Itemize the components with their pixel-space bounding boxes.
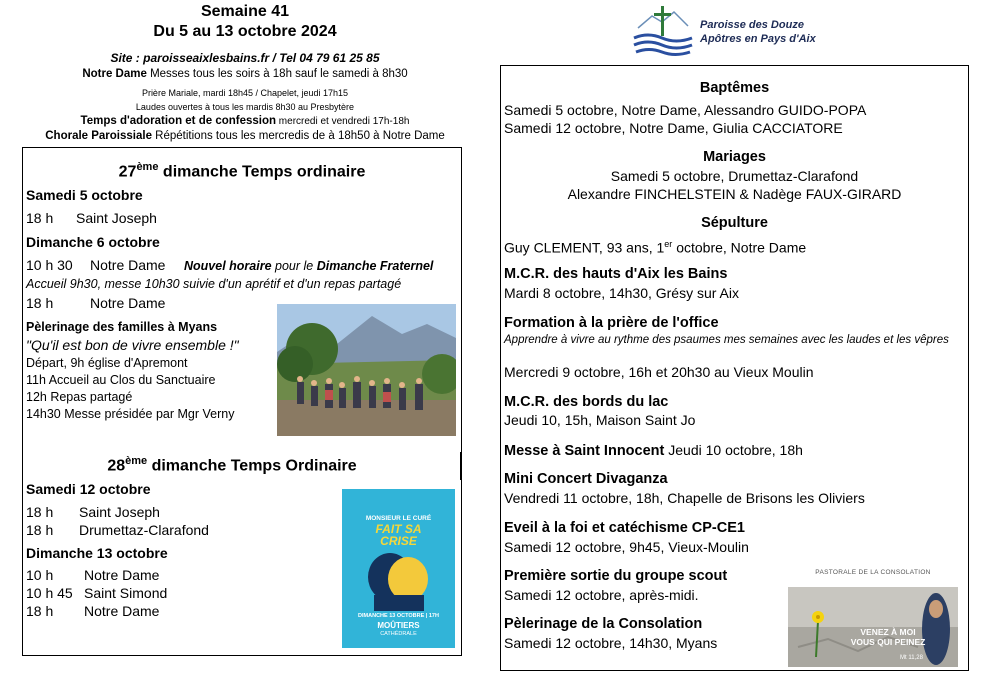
parish-logo	[630, 4, 850, 60]
scout-line1: Samedi 12 octobre, après-midi.	[504, 587, 699, 603]
sun13-line3: 18 h Notre Dame	[26, 603, 160, 619]
formation-title: Formation à la prière de l'office	[504, 315, 719, 331]
consolation-image: PASTORALE DE LA CONSOLATION VENEZ À MOI VOUS QUI PEINEZ Mt 11,28	[788, 567, 958, 667]
formation-desc: Apprendre à vivre au rythme des psaumes mes semaines avec les laudes et les vêpres	[504, 334, 949, 346]
mini-line1: Vendredi 11 octobre, 18h, Chapelle de Brisons les Oliviers	[504, 490, 865, 506]
pelerinage-details: Départ, 9h église d'Apremont 11h Accueil au Clos du Sanctuaire 12h Repas partagé 14h30 Messe présidée par Mgr Verny	[26, 356, 235, 421]
priere-line: Prière Mariale, mardi 18h45 / Chapelet, jeudi 17h15	[141, 88, 349, 98]
sunday28-title: 28ème dimanche Temps Ordinaire	[107, 455, 357, 475]
mariages-line2: Alexandre FINCHELSTEIN & Nadège FAUX-GIRARD	[567, 186, 902, 202]
baptemes-title: Baptêmes	[699, 80, 770, 96]
pelerinage-title: Pèlerinage des familles à Myans	[26, 320, 218, 334]
week-dates: Du 5 au 13 octobre 2024	[153, 23, 337, 40]
day-sat5: Samedi 5 octobre	[26, 187, 143, 203]
day-sun6: Dimanche 6 octobre	[26, 234, 160, 250]
week-title: Semaine 41	[200, 3, 290, 20]
laudes-line: Laudes ouvertes à tous les mardis 8h30 au Presbytère	[135, 102, 355, 112]
day-sat12: Samedi 12 octobre	[26, 481, 151, 497]
sat12-line2: 18 h Drumettaz-Clarafond	[26, 522, 209, 538]
mini-title: Mini Concert Divaganza	[504, 471, 668, 487]
sepulture-line1: Guy CLEMENT, 93 ans, 1er octobre, Notre Dame	[504, 239, 807, 256]
mcr2-line1: Jeudi 10, 15h, Maison Saint Jo	[504, 412, 696, 428]
sat5-line1: 18 h Saint Joseph	[26, 210, 157, 226]
formation-line1: Mercredi 9 octobre, 16h et 20h30 au Vieux Moulin	[504, 364, 814, 380]
eveil-line1: Samedi 12 octobre, 9h45, Vieux-Moulin	[504, 539, 749, 555]
day-sun13: Dimanche 13 octobre	[26, 545, 168, 561]
pelerinage-quote: "Qu'il est bon de vivre ensemble !"	[26, 337, 239, 353]
site-line: Site : paroisseaixlesbains.fr / Tel 04 79 61 25 85	[110, 51, 380, 65]
mariages-title: Mariages	[703, 149, 766, 165]
chorale-line: Chorale Paroissiale Répétitions tous les mercredis de à 18h50 à Notre Dame	[45, 130, 445, 142]
notre-dame-line: Notre Dame Messes tous les soirs à 18h sauf le samedi à 8h30	[82, 68, 408, 80]
eveil-title: Eveil à la foi et catéchisme CP-CE1	[504, 520, 745, 536]
pilgrims-image	[277, 304, 456, 436]
sun6-accueil: Accueil 9h30, messe 10h30 suivie d'un aprétif et d'un repas partagé	[26, 277, 402, 291]
sat12-line1: 18 h Saint Joseph	[26, 504, 160, 520]
messe-line: Messe à Saint Innocent Jeudi 10 octobre, 18h	[504, 442, 803, 459]
pelc-title: Pèlerinage de la Consolation	[504, 616, 703, 632]
concert-poster: MONSIEUR LE CURÉ FAIT SA CRISE DIMANCHE 13 OCTOBRE | 17H MOÛTIERS CATHÉDRALE	[342, 489, 455, 648]
logo-text: Paroisse des Douze Apôtres en Pays d'Aix	[700, 19, 816, 45]
sunday27-title: 27ème dimanche Temps ordinaire	[118, 161, 366, 181]
sun6-line1: 10 h 30 Notre Dame Nouvel horaire pour le Dimanche Fraternel	[26, 257, 434, 273]
divider	[460, 452, 461, 480]
cross-waves-icon	[630, 4, 696, 58]
baptemes-line1: Samedi 5 octobre, Notre Dame, Alessandro GUIDO-POPA	[504, 102, 867, 118]
baptemes-line2: Samedi 12 octobre, Notre Dame, Giulia CACCIATORE	[504, 120, 843, 136]
scout-title: Première sortie du groupe scout	[504, 568, 728, 584]
sepulture-title: Sépulture	[701, 215, 768, 231]
mariages-line1: Samedi 5 octobre, Drumettaz-Clarafond	[610, 168, 859, 184]
sun6-line2: 18 h Notre Dame	[26, 295, 166, 311]
pelc-line1: Samedi 12 octobre, 14h30, Myans	[504, 635, 718, 651]
mcr1-line1: Mardi 8 octobre, 14h30, Grésy sur Aix	[504, 285, 739, 301]
mcr2-title: M.C.R. des bords du lac	[504, 394, 669, 410]
sun13-line2: 10 h 45 Saint Simond	[26, 585, 168, 601]
silhouette-icon	[360, 551, 438, 611]
sun13-line1: 10 h Notre Dame	[26, 567, 160, 583]
adoration-line: Temps d'adoration et de confession mercredi et vendredi 17h-18h	[80, 115, 410, 127]
bulletin-header	[30, 2, 460, 144]
pilgrimage-photo	[277, 304, 456, 436]
mcr1-title: M.C.R. des hauts d'Aix les Bains	[504, 266, 728, 282]
